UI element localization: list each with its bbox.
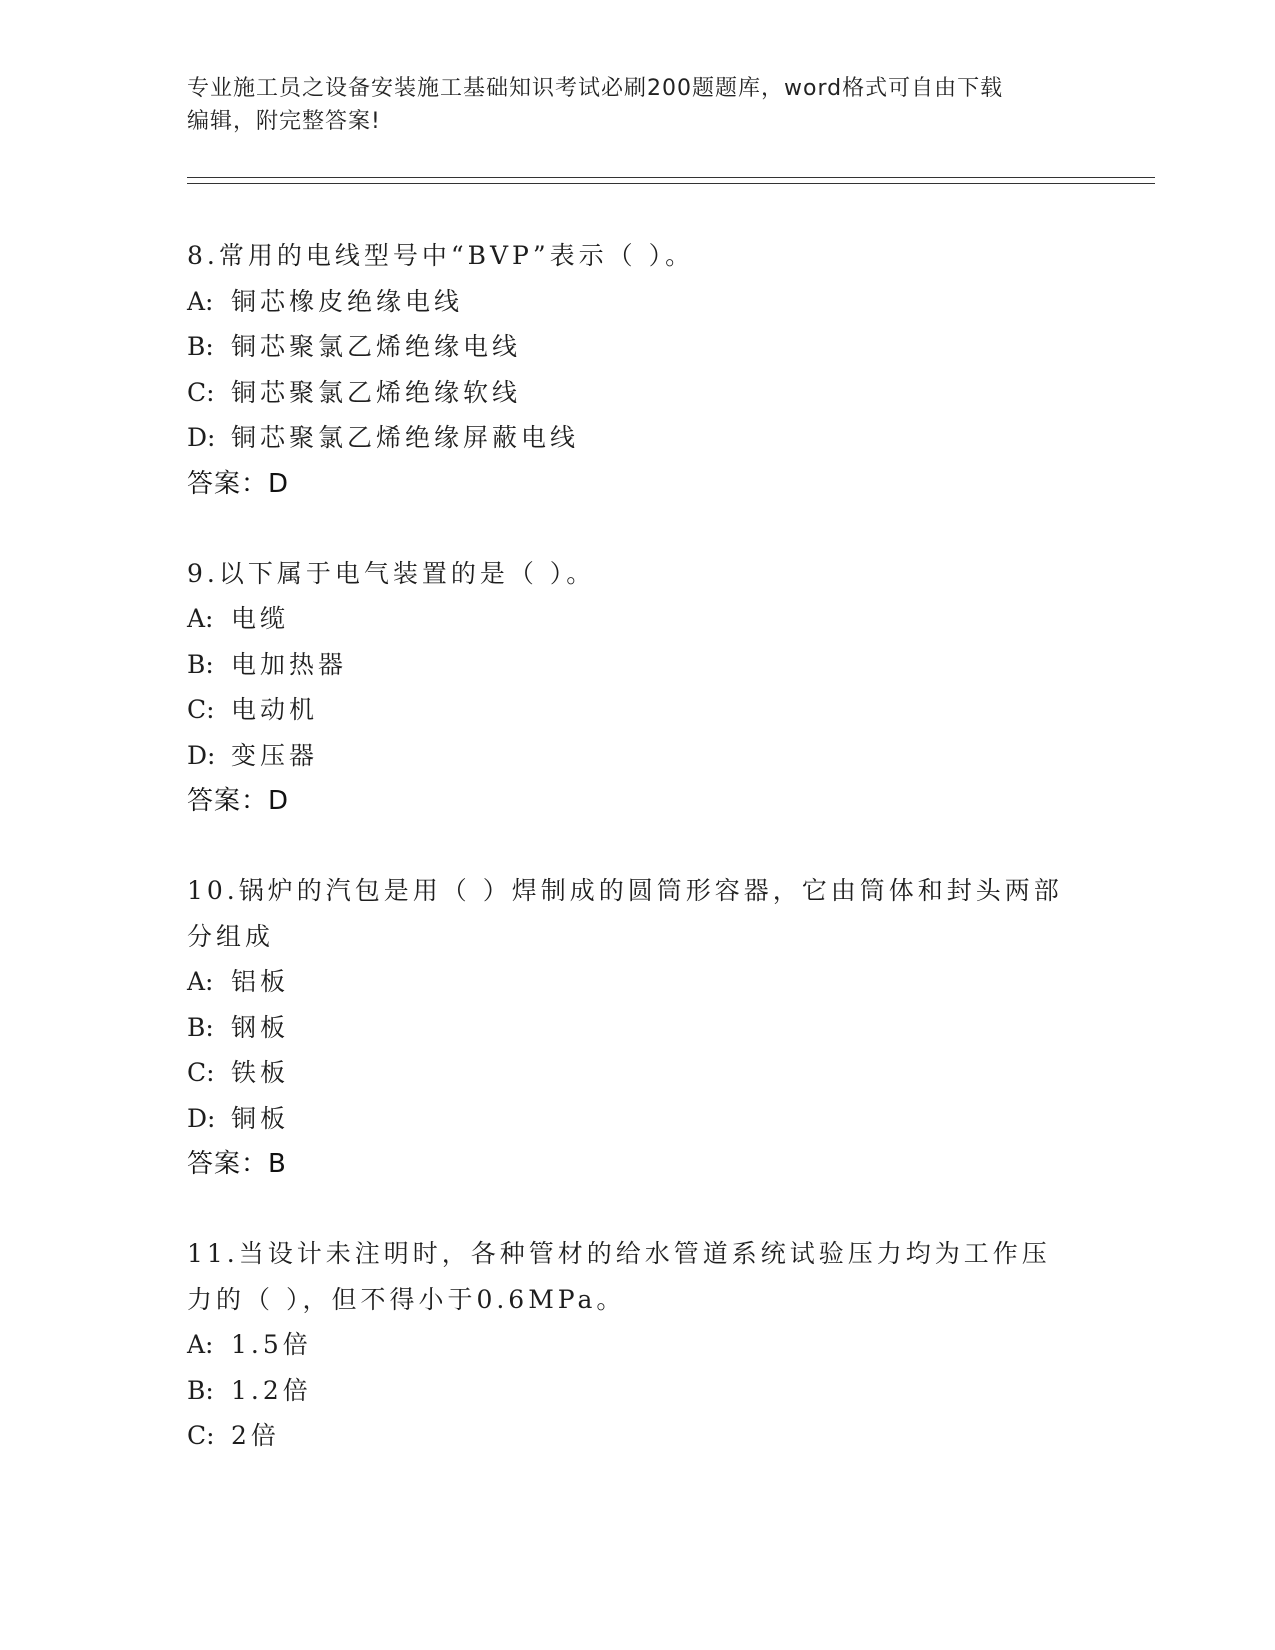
option-letter: A: [187, 967, 214, 996]
option-letter: B: [187, 1375, 214, 1405]
option-letter: B: [187, 649, 214, 679]
answer-line: 答案：B [187, 1149, 287, 1179]
option-letter: D: [187, 1103, 216, 1133]
option-text: 铜芯聚氯乙烯绝缘软线 [231, 377, 522, 407]
option-text: 铁板 [231, 1058, 290, 1087]
option-letter: B: [187, 1012, 214, 1042]
header-rule-top [187, 177, 1155, 178]
option-text: 电加热器 [231, 649, 348, 679]
option-text: 1.5倍 [231, 1330, 312, 1359]
option-b [187, 1005, 1077, 1051]
option-text: 铝板 [231, 967, 290, 996]
question-text: 11.当设计未注明时，各种管材的给水管道系统试验压力均为工作压力的（ ），但不得小于0.6MPa。 [187, 1239, 1051, 1314]
option-text: 铜芯橡皮绝缘电线 [231, 286, 464, 316]
header-line-2: 编辑，附完整答案! [187, 109, 381, 134]
option-letter: A: [187, 604, 214, 633]
document-header [187, 72, 1067, 138]
option-c [187, 1050, 1077, 1096]
option-c [187, 687, 1077, 733]
option-a [187, 1322, 1077, 1368]
option-letter: D: [187, 423, 216, 452]
question-8 [187, 233, 1077, 507]
header-line-1: 专业施工员之设备安装施工基础知识考试必刷200题题库，word格式可自由下载 [187, 76, 1004, 101]
option-text: 铜芯聚氯乙烯绝缘电线 [231, 332, 522, 361]
option-text: 1.2倍 [231, 1375, 312, 1405]
option-text: 电动机 [231, 695, 319, 724]
option-text: 变压器 [231, 740, 319, 770]
option-letter: C: [187, 377, 215, 407]
option-a [187, 279, 1077, 325]
option-text: 电缆 [231, 604, 290, 633]
option-b [187, 324, 1077, 370]
option-letter: A: [187, 286, 214, 316]
option-text: 钢板 [231, 1012, 290, 1042]
option-text: 铜芯聚氯乙烯绝缘屏蔽电线 [231, 423, 580, 452]
question-text: 9.以下属于电气装置的是（ ）。 [187, 558, 596, 588]
answer-line: 答案：D [187, 786, 290, 816]
question-10 [187, 868, 1077, 1187]
answer-line: 答案：D [187, 468, 290, 499]
option-text: 2倍 [231, 1421, 280, 1450]
option-b [187, 642, 1077, 688]
option-a [187, 959, 1077, 1005]
option-letter: C: [187, 695, 215, 724]
option-letter: D: [187, 740, 216, 770]
option-a [187, 596, 1077, 642]
option-c [187, 1413, 1077, 1459]
option-letter: C: [187, 1058, 215, 1087]
question-list [187, 233, 1077, 1503]
option-letter: C: [187, 1421, 215, 1450]
option-text: 铜板 [231, 1103, 290, 1133]
question-text: 10.锅炉的汽包是用（ ）焊制成的圆筒形容器，它由筒体和封头两部分组成 [187, 876, 1063, 951]
question-9 [187, 551, 1077, 825]
header-rule-bottom [187, 183, 1155, 184]
option-d [187, 1096, 1077, 1142]
option-d [187, 415, 1077, 461]
question-11 [187, 1231, 1077, 1459]
option-d [187, 733, 1077, 779]
option-c [187, 370, 1077, 416]
option-b [187, 1368, 1077, 1414]
question-text: 8.常用的电线型号中“BVP”表示（ ）。 [187, 241, 695, 270]
option-letter: B: [187, 332, 214, 361]
option-letter: A: [187, 1330, 214, 1359]
